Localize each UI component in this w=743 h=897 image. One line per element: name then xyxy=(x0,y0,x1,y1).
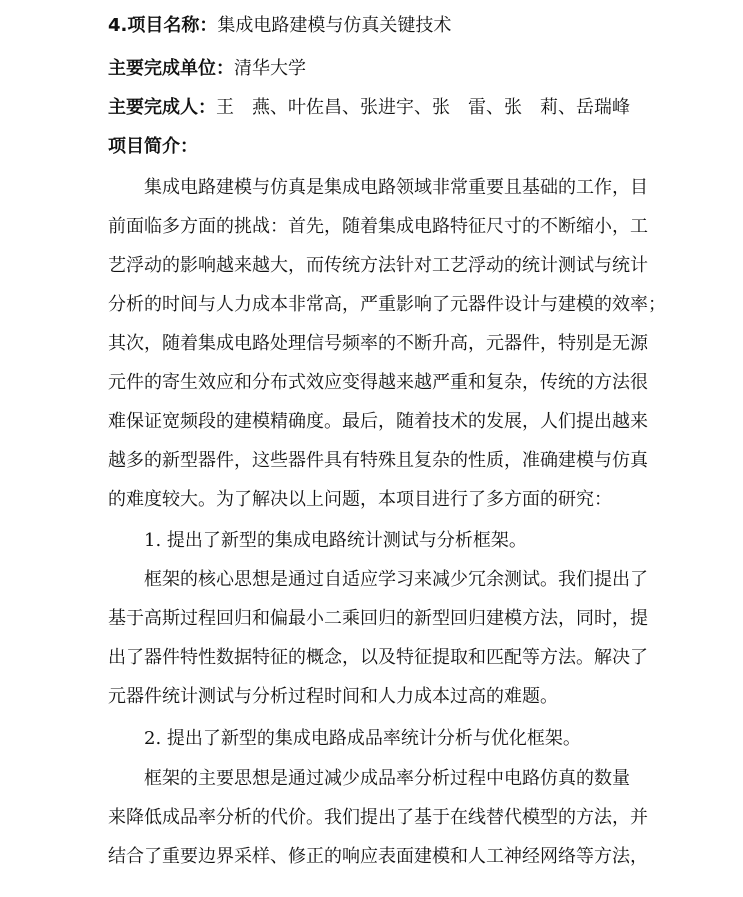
list-item-1-title: 1. 提出了新型的集成电路统计测试与分析框架。 xyxy=(144,530,527,551)
paragraph-line: 分析的时间与人力成本非常高，严重影响了元器件设计与建模的效率； xyxy=(108,294,666,315)
completion-unit-line xyxy=(108,57,640,81)
summary-label: 项目简介： xyxy=(108,136,198,157)
paragraph-line: 艺浮动的影响越来越大，而传统方法针对工艺浮动的统计测试与统计 xyxy=(108,255,648,276)
completion-unit: 清华大学 xyxy=(234,58,306,79)
project-name: 集成电路建模与仿真关键技术 xyxy=(217,15,452,36)
paragraph-line: 越多的新型器件，这些器件具有特殊且复杂的性质，准确建模与仿真 xyxy=(108,450,648,471)
project-name-line xyxy=(108,14,640,38)
completion-unit-label: 主要完成单位： xyxy=(108,58,234,79)
summary-heading xyxy=(108,135,640,159)
paragraph-line: 集成电路建模与仿真是集成电路领域非常重要且基础的工作，目 xyxy=(144,177,648,198)
paragraph-line: 的难度较大。为了解决以上问题，本项目进行了多方面的研究： xyxy=(108,489,612,510)
paragraph-line: 其次，随着集成电路处理信号频率的不断升高，元器件，特别是无源 xyxy=(108,333,648,354)
project-name-label: 4.项目名称： xyxy=(108,15,218,36)
completion-persons: 王 燕、叶佐昌、张进宇、张 雷、张 莉、岳瑞峰 xyxy=(216,97,630,118)
paragraph-line: 难保证宽频段的建模精确度。最后，随着技术的发展，人们提出越来 xyxy=(108,411,648,432)
completion-persons-line xyxy=(108,96,640,120)
paragraph-line: 框架的主要思想是通过减少成品率分析过程中电路仿真的数量 xyxy=(144,768,630,789)
paragraph-line: 框架的核心思想是通过自适应学习来减少冗余测试。我们提出了 xyxy=(144,569,648,590)
paragraph-line: 结合了重要边界采样、修正的响应表面建模和人工神经网络等方法， xyxy=(108,846,648,867)
paragraph-line: 来降低成品率分析的代价。我们提出了基于在线替代模型的方法，并 xyxy=(108,807,648,828)
paragraph-line: 前面临多方面的挑战：首先，随着集成电路特征尺寸的不断缩小，工 xyxy=(108,216,648,237)
paragraph-line: 出了器件特性数据特征的概念，以及特征提取和匹配等方法。解决了 xyxy=(108,647,648,668)
paragraph-line: 元器件统计测试与分析过程时间和人力成本过高的难题。 xyxy=(108,686,558,707)
paragraph-line: 基于高斯过程回归和偏最小二乘回归的新型回归建模方法，同时，提 xyxy=(108,608,648,629)
list-item-2-title: 2. 提出了新型的集成电路成品率统计分析与优化框架。 xyxy=(144,728,581,749)
paragraph-line: 元件的寄生效应和分布式效应变得越来越严重和复杂，传统的方法很 xyxy=(108,372,648,393)
completion-persons-label: 主要完成人： xyxy=(108,97,216,118)
